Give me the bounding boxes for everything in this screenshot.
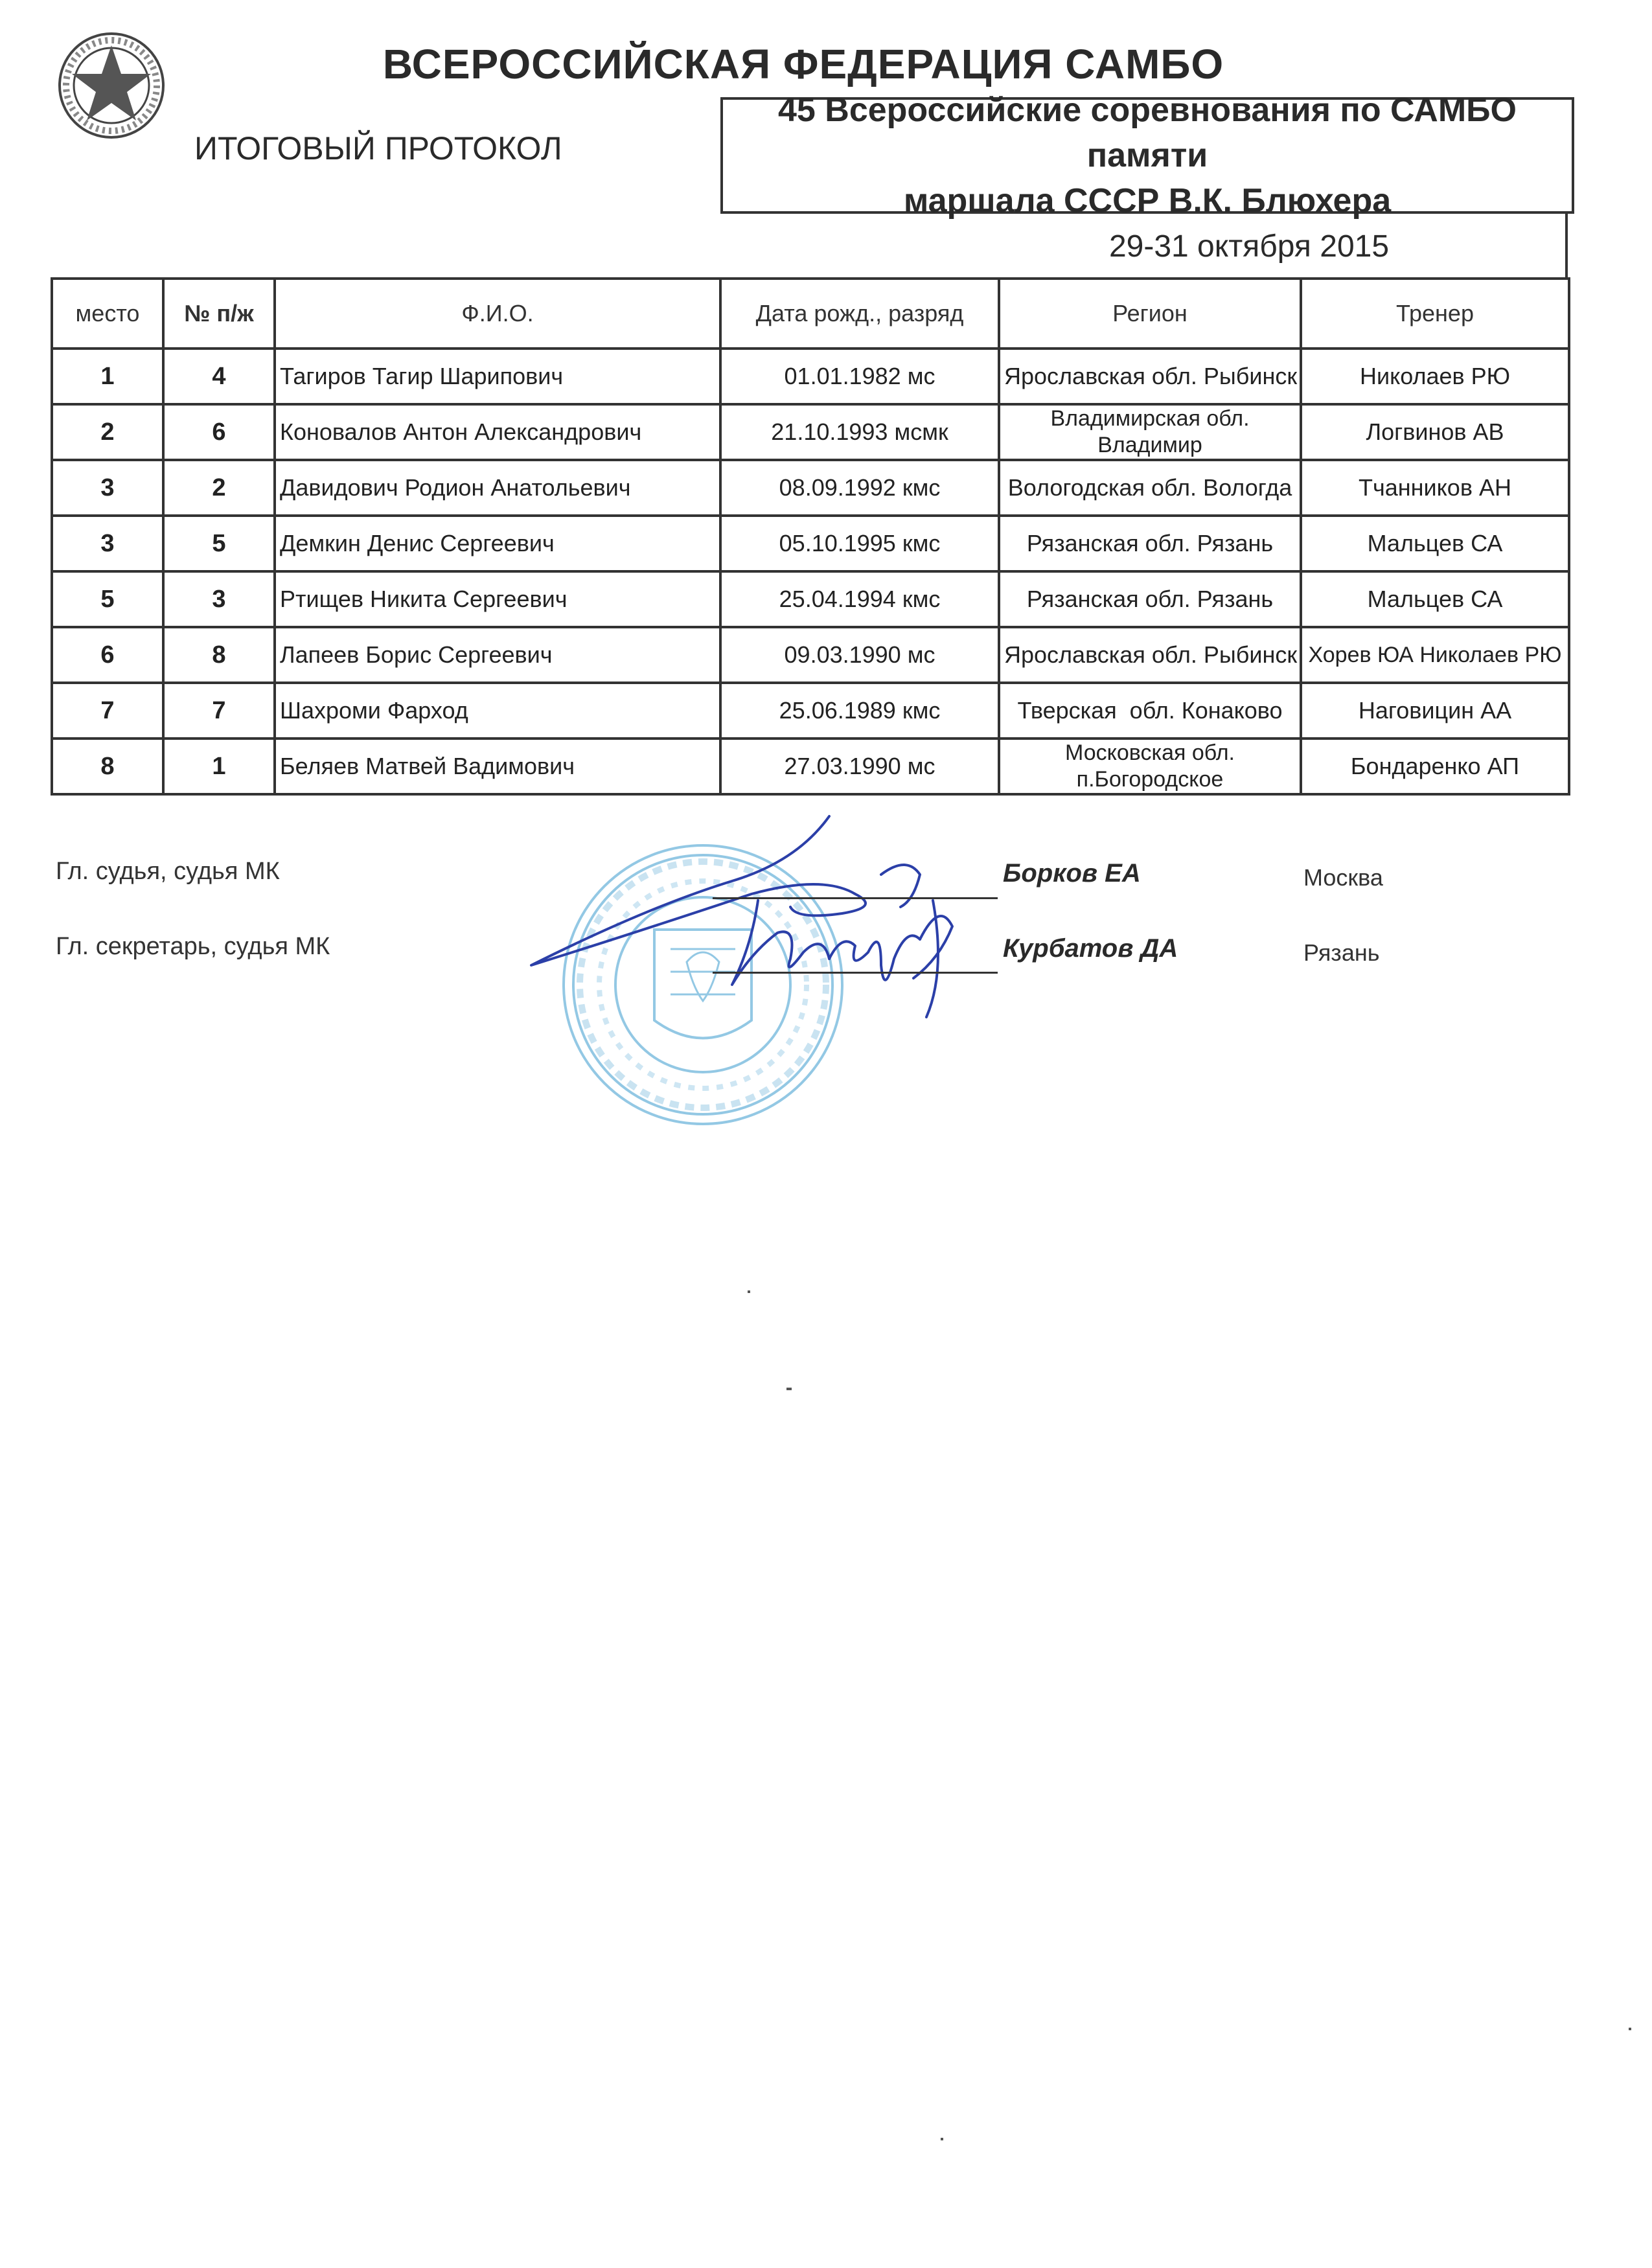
cell-coach: Бондаренко АП bbox=[1301, 739, 1569, 794]
organization-title: ВСЕРОССИЙСКАЯ ФЕДЕРАЦИЯ САМБО bbox=[382, 41, 1224, 87]
cell-birth: 05.10.1995 кмс bbox=[720, 516, 999, 571]
chief-judge-signature-line bbox=[713, 897, 998, 899]
cell-number: 4 bbox=[163, 349, 275, 404]
column-header-place: место bbox=[52, 279, 163, 349]
column-header-birth: Дата рожд., разряд bbox=[720, 279, 999, 349]
handwritten-signatures bbox=[518, 803, 1037, 1037]
chief-judge-name: Борков ЕА bbox=[1003, 859, 1141, 888]
table-row bbox=[52, 349, 1569, 404]
table-row bbox=[52, 627, 1569, 683]
cell-region: Тверская обл. Конаково bbox=[999, 683, 1301, 739]
event-title-box bbox=[720, 91, 1574, 220]
cell-place: 6 bbox=[52, 627, 163, 683]
scan-speck bbox=[1629, 2028, 1631, 2030]
table-row bbox=[52, 516, 1569, 571]
cell-number: 2 bbox=[163, 460, 275, 516]
cell-birth: 09.03.1990 мс bbox=[720, 627, 999, 683]
cell-region: Рязанская обл. Рязань bbox=[999, 571, 1301, 627]
cell-birth: 21.10.1993 мсмк bbox=[720, 404, 999, 460]
table-row bbox=[52, 739, 1569, 794]
cell-coach: Тчанников АН bbox=[1301, 460, 1569, 516]
cell-coach: Мальцев СА bbox=[1301, 571, 1569, 627]
table-row bbox=[52, 571, 1569, 627]
scan-speck bbox=[786, 1388, 792, 1390]
cell-number: 3 bbox=[163, 571, 275, 627]
cell-place: 8 bbox=[52, 739, 163, 794]
scan-speck bbox=[748, 1290, 750, 1293]
cell-birth: 08.09.1992 кмс bbox=[720, 460, 999, 516]
cell-region: Владимирская обл. Владимир bbox=[999, 404, 1301, 460]
event-title-line1: 45 Всероссийские соревнования по САМБО памяти bbox=[777, 91, 1517, 174]
results-table bbox=[51, 277, 1570, 796]
table-row bbox=[52, 404, 1569, 460]
cell-place: 3 bbox=[52, 516, 163, 571]
table-header-row bbox=[52, 279, 1569, 349]
cell-birth: 01.01.1982 мс bbox=[720, 349, 999, 404]
cell-name: Демкин Денис Сергеевич bbox=[275, 516, 720, 571]
cell-place: 7 bbox=[52, 683, 163, 739]
event-dates: 29-31 октября 2015 bbox=[933, 214, 1568, 279]
cell-number: 5 bbox=[163, 516, 275, 571]
cell-number: 8 bbox=[163, 627, 275, 683]
cell-name: Ртищев Никита Сергеевич bbox=[275, 571, 720, 627]
protocol-label: ИТОГОВЫЙ ПРОТОКОЛ bbox=[194, 130, 562, 166]
column-header-coach: Тренер bbox=[1301, 279, 1569, 349]
cell-region: Ярославская обл. Рыбинск bbox=[999, 349, 1301, 404]
cell-name: Лапеев Борис Сергеевич bbox=[275, 627, 720, 683]
event-title-line2: маршала СССР В.К. Блюхера bbox=[903, 182, 1392, 220]
chief-secretary-role: Гл. секретарь, судья МК bbox=[56, 933, 330, 960]
column-header-name: Ф.И.О. bbox=[275, 279, 720, 349]
cell-region: Рязанская обл. Рязань bbox=[999, 516, 1301, 571]
cell-region: Ярославская обл. Рыбинск bbox=[999, 627, 1301, 683]
column-header-number: № п/ж bbox=[163, 279, 275, 349]
cell-region: Московская обл. п.Богородское bbox=[999, 739, 1301, 794]
cell-coach: Хорев ЮА Николаев РЮ bbox=[1301, 627, 1569, 683]
cell-place: 3 bbox=[52, 460, 163, 516]
cell-number: 1 bbox=[163, 739, 275, 794]
cell-region: Вологодская обл. Вологда bbox=[999, 460, 1301, 516]
cell-place: 2 bbox=[52, 404, 163, 460]
cell-coach: Мальцев СА bbox=[1301, 516, 1569, 571]
table-row bbox=[52, 683, 1569, 739]
cell-number: 7 bbox=[163, 683, 275, 739]
cell-name: Давидович Родион Анатольевич bbox=[275, 460, 720, 516]
cell-name: Коновалов Антон Александрович bbox=[275, 404, 720, 460]
table-row bbox=[52, 460, 1569, 516]
cell-birth: 27.03.1990 мс bbox=[720, 739, 999, 794]
chief-secretary-city: Рязань bbox=[1303, 939, 1380, 966]
cell-name: Беляев Матвей Вадимович bbox=[275, 739, 720, 794]
chief-judge-role: Гл. судья, судья МК bbox=[56, 858, 280, 885]
chief-judge-city: Москва bbox=[1303, 864, 1383, 891]
cell-number: 6 bbox=[163, 404, 275, 460]
cell-coach: Логвинов АВ bbox=[1301, 404, 1569, 460]
cell-birth: 25.06.1989 кмс bbox=[720, 683, 999, 739]
chief-secretary-signature-line bbox=[713, 972, 998, 974]
cell-name: Шахроми Фарход bbox=[275, 683, 720, 739]
chief-secretary-name: Курбатов ДА bbox=[1003, 934, 1178, 963]
cell-coach: Николаев РЮ bbox=[1301, 349, 1569, 404]
cell-place: 1 bbox=[52, 349, 163, 404]
cell-place: 5 bbox=[52, 571, 163, 627]
cell-name: Тагиров Тагир Шарипович bbox=[275, 349, 720, 404]
cell-coach: Наговицин АА bbox=[1301, 683, 1569, 739]
scan-speck bbox=[941, 2138, 943, 2140]
federation-logo bbox=[57, 31, 166, 140]
column-header-region: Регион bbox=[999, 279, 1301, 349]
cell-birth: 25.04.1994 кмс bbox=[720, 571, 999, 627]
